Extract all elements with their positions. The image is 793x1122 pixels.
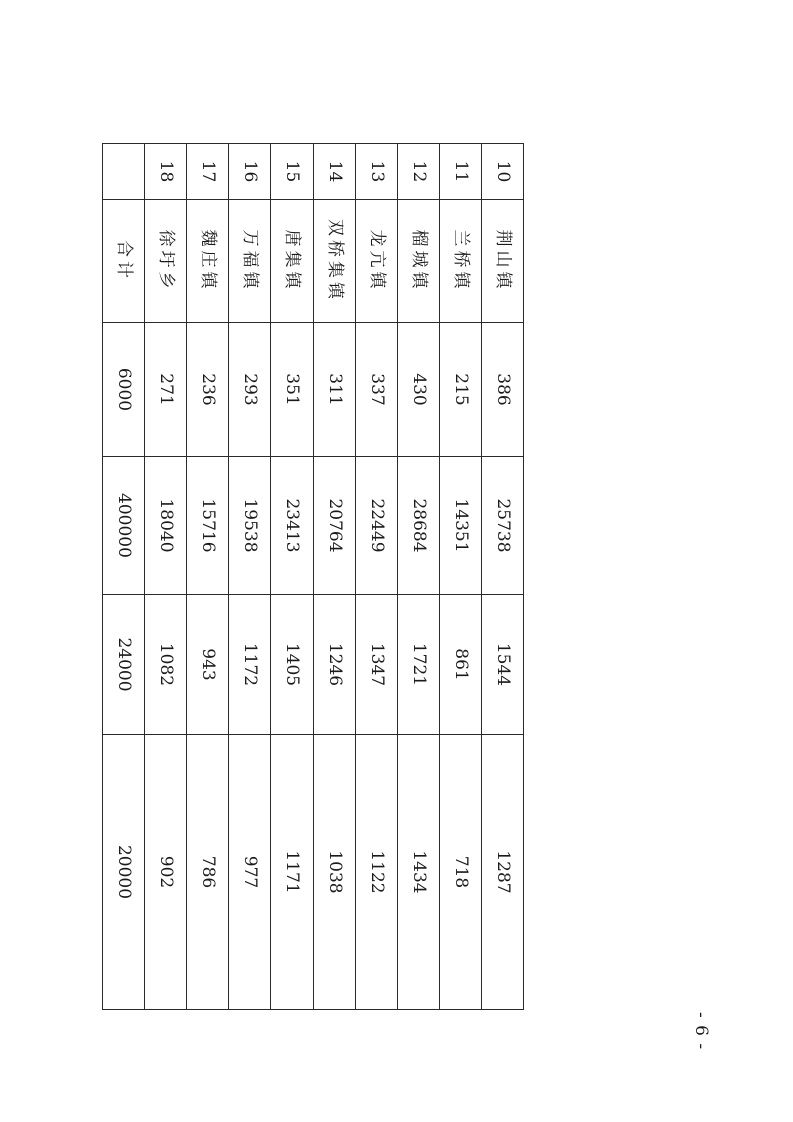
town-name-cell: 榴城镇 <box>397 200 439 323</box>
value-cell-c: 1544 <box>481 595 523 735</box>
table-row <box>187 144 229 1010</box>
town-name-cell: 龙亢镇 <box>355 200 397 323</box>
value-cell-a: 430 <box>397 323 439 457</box>
total-cell-b: 400000 <box>103 457 145 595</box>
table-row <box>355 144 397 1010</box>
value-cell-d: 1434 <box>397 735 439 1010</box>
table-row <box>481 144 523 1010</box>
value-cell-b: 23413 <box>271 457 313 595</box>
value-cell-d: 1038 <box>313 735 355 1010</box>
value-cell-a: 236 <box>187 323 229 457</box>
value-cell-c: 1721 <box>397 595 439 735</box>
value-cell-d: 977 <box>229 735 271 1010</box>
value-cell-b: 18040 <box>145 457 187 595</box>
town-name-cell: 双桥集镇 <box>313 200 355 323</box>
table-row <box>313 144 355 1010</box>
value-cell-c: 1082 <box>145 595 187 735</box>
value-cell-c: 861 <box>439 595 481 735</box>
row-number-cell: 15 <box>271 144 313 200</box>
town-name-cell: 魏庄镇 <box>187 200 229 323</box>
row-number-cell: 17 <box>187 144 229 200</box>
table-row <box>145 144 187 1010</box>
value-cell-b: 22449 <box>355 457 397 595</box>
page-number: - 6 - <box>691 1012 711 1051</box>
value-cell-a: 337 <box>355 323 397 457</box>
town-name-cell: 荆山镇 <box>481 200 523 323</box>
value-cell-b: 15716 <box>187 457 229 595</box>
value-cell-d: 1171 <box>271 735 313 1010</box>
total-cell-c: 24000 <box>103 595 145 735</box>
row-number-cell: 12 <box>397 144 439 200</box>
value-cell-b: 25738 <box>481 457 523 595</box>
row-number-cell: 18 <box>145 144 187 200</box>
row-number-cell: 14 <box>313 144 355 200</box>
allocation-table-rotated <box>102 143 524 1009</box>
value-cell-c: 1405 <box>271 595 313 735</box>
town-name-cell: 万福镇 <box>229 200 271 323</box>
value-cell-a: 271 <box>145 323 187 457</box>
value-cell-c: 1246 <box>313 595 355 735</box>
total-cell-d: 20000 <box>103 735 145 1010</box>
value-cell-c: 1172 <box>229 595 271 735</box>
table-row <box>271 144 313 1010</box>
value-cell-b: 20764 <box>313 457 355 595</box>
town-name-cell: 徐圩乡 <box>145 200 187 323</box>
total-number-cell <box>103 144 145 200</box>
total-cell-a: 6000 <box>103 323 145 457</box>
value-cell-b: 19538 <box>229 457 271 595</box>
value-cell-d: 1122 <box>355 735 397 1010</box>
value-cell-a: 215 <box>439 323 481 457</box>
row-number-cell: 13 <box>355 144 397 200</box>
value-cell-b: 28684 <box>397 457 439 595</box>
town-name-cell: 兰桥镇 <box>439 200 481 323</box>
value-cell-c: 943 <box>187 595 229 735</box>
value-cell-d: 1287 <box>481 735 523 1010</box>
total-label-cell: 合计 <box>103 200 145 323</box>
value-cell-a: 293 <box>229 323 271 457</box>
value-cell-b: 14351 <box>439 457 481 595</box>
row-number-cell: 11 <box>439 144 481 200</box>
table-row <box>439 144 481 1010</box>
value-cell-a: 351 <box>271 323 313 457</box>
table-row <box>397 144 439 1010</box>
value-cell-c: 1347 <box>355 595 397 735</box>
allocation-table <box>102 143 524 1010</box>
row-number-cell: 16 <box>229 144 271 200</box>
value-cell-a: 386 <box>481 323 523 457</box>
value-cell-d: 786 <box>187 735 229 1010</box>
table-total-row <box>103 144 145 1010</box>
value-cell-a: 311 <box>313 323 355 457</box>
table-row <box>229 144 271 1010</box>
row-number-cell: 10 <box>481 144 523 200</box>
value-cell-d: 902 <box>145 735 187 1010</box>
table-body <box>103 144 524 1010</box>
town-name-cell: 唐集镇 <box>271 200 313 323</box>
value-cell-d: 718 <box>439 735 481 1010</box>
